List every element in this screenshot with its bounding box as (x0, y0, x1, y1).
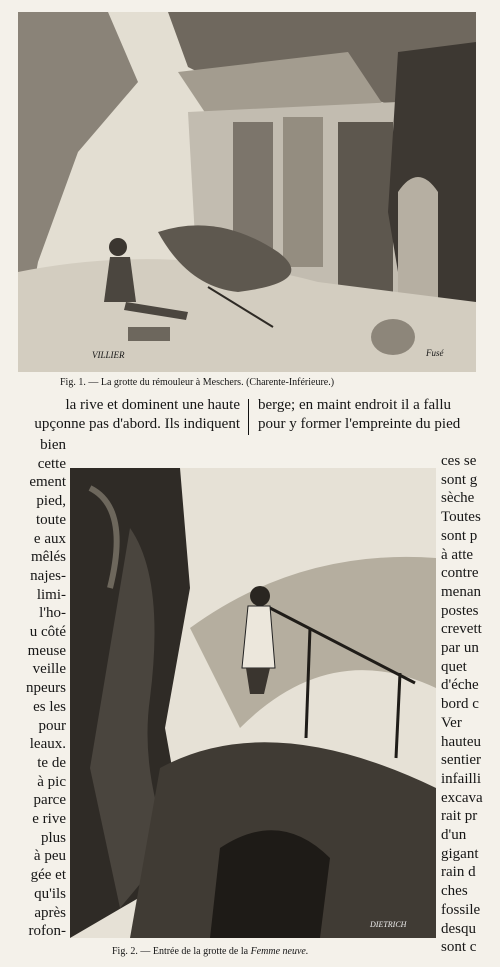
right-line: crevett (441, 621, 482, 638)
right-line: postes (441, 602, 479, 619)
right-line: sont g (441, 471, 478, 488)
left-line: ement (29, 474, 66, 491)
left-line: pour (38, 717, 66, 734)
left-line: pied, (36, 493, 66, 510)
right-line: sèche (441, 490, 475, 507)
left-line: l'ho- (39, 605, 66, 622)
right-line: sont p (441, 527, 478, 544)
left-line: leaux. (29, 736, 66, 753)
left-line: plus (40, 829, 66, 846)
left-line: rofon- (28, 923, 66, 940)
right-line: ces se (441, 453, 477, 469)
top-left-text (0, 396, 248, 433)
left-line: najes- (30, 567, 66, 584)
top-right-line-2: pour y former l'empreinte du pied (258, 415, 461, 432)
right-line: sentier (441, 752, 481, 769)
figure-1-signature-right: Fusé (426, 348, 444, 358)
figure-1-signature-left: VILLIER (92, 350, 125, 360)
left-line: u côté (29, 624, 66, 641)
top-left-line-2: upçonne pas d'abord. Ils indiquent (34, 415, 240, 432)
left-line: bien (40, 437, 66, 453)
left-line: es les (33, 698, 66, 715)
left-line: e aux (33, 530, 66, 547)
right-line: par un (441, 640, 479, 657)
right-line: contre (441, 565, 479, 582)
right-line: desqu (441, 920, 476, 937)
right-line: ches (441, 883, 468, 900)
figure-1-illustration (18, 12, 476, 372)
right-line: sont c (441, 939, 477, 956)
left-line: e rive (32, 811, 66, 828)
left-line: à pic (37, 773, 66, 790)
right-line: Toutes (441, 509, 481, 526)
right-line: quet (441, 658, 467, 675)
left-line: meuse (27, 642, 66, 659)
left-line: qu'ils (34, 885, 66, 902)
right-line: à atte (441, 546, 474, 563)
right-line: d'un (441, 827, 467, 844)
left-line: te de (37, 754, 66, 771)
figure-2-caption-prefix: Fig. 2. — Entrée de la grotte de la (112, 946, 251, 957)
left-line: mêlés (31, 549, 66, 566)
right-column-text (441, 452, 483, 957)
left-line: parce (33, 792, 66, 809)
left-line: veille (32, 661, 66, 678)
right-line: rait pr (441, 808, 478, 825)
right-line: d'éche (441, 677, 479, 694)
left-line: gée et (30, 867, 66, 884)
left-line: limi- (36, 586, 66, 603)
left-column-text (0, 436, 66, 941)
figure-2-illustration (70, 468, 436, 938)
right-line: hauteu (441, 733, 481, 750)
top-left-line-1: la rive et dominent une haute (65, 397, 240, 413)
top-right-line-1: berge; en maint endroit il a fallu (258, 397, 451, 413)
top-right-text (258, 396, 460, 433)
right-line: gigant (441, 845, 479, 862)
left-line: après (34, 904, 66, 921)
left-line: npeurs (26, 680, 66, 697)
right-line: infailli (441, 770, 481, 787)
column-rule (248, 399, 249, 435)
figure-2-caption-italic: Femme neuve. (250, 946, 309, 957)
figure-2-caption (112, 946, 308, 957)
right-line: fossile (441, 901, 481, 918)
right-line: Ver (441, 714, 462, 731)
right-line: rain d (441, 864, 476, 881)
right-line: excava (441, 789, 483, 806)
right-line: bord c (441, 696, 479, 713)
left-line: à peu (33, 848, 66, 865)
left-line: cette (37, 455, 66, 472)
left-line: toute (36, 511, 66, 528)
figure-2-signature: DIETRICH (370, 920, 407, 929)
figure-1-caption: Fig. 1. — La grotte du rémouleur à Meschers. (Charente-Inférieure.) (60, 377, 335, 388)
right-line: menan (441, 583, 481, 600)
